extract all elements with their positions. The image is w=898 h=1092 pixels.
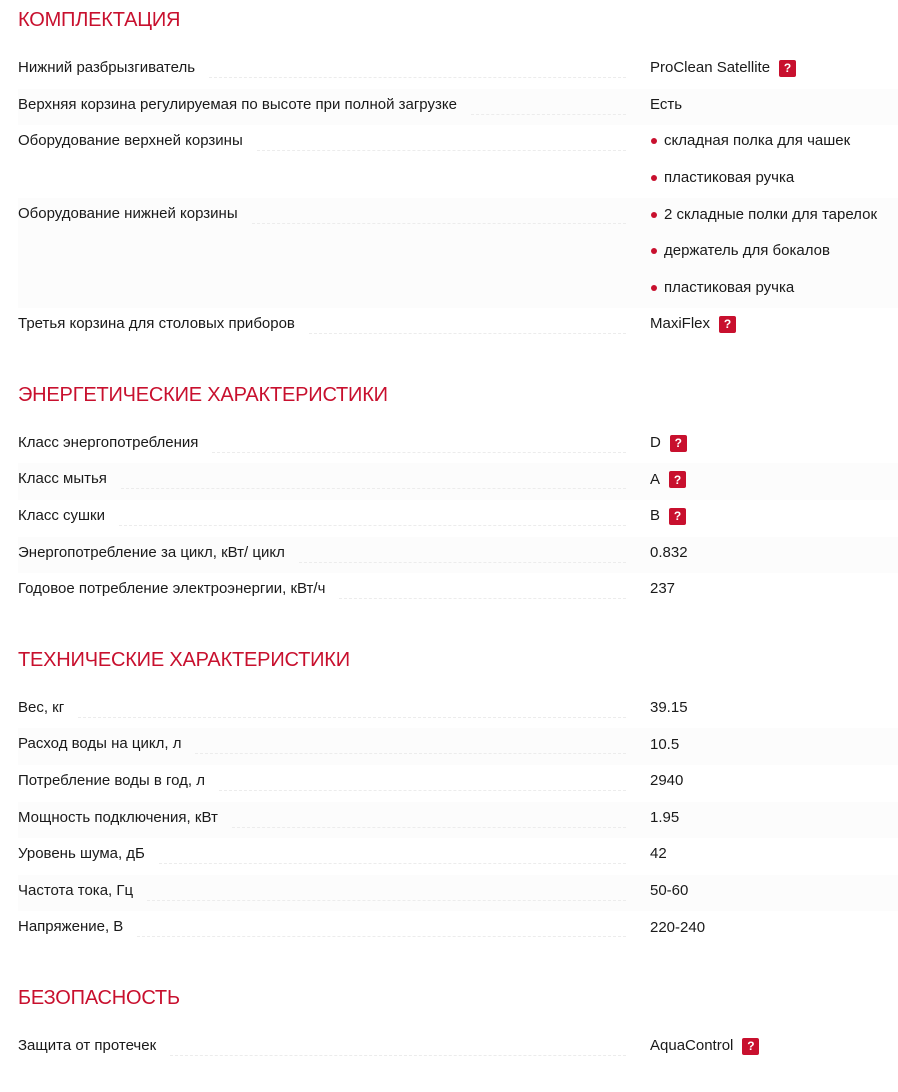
spec-row: [18, 765, 898, 802]
spec-value-text: MaxiFlex: [650, 315, 711, 333]
spec-row: [18, 692, 898, 729]
spec-label: Класс мытья: [18, 470, 107, 488]
dotted-leader: [299, 550, 626, 563]
dotted-leader: [121, 476, 626, 489]
spec-section: [18, 640, 898, 948]
spec-row: [18, 728, 898, 765]
spec-value-text: пластиковая ручка: [664, 278, 795, 296]
help-icon[interactable]: ?: [669, 471, 686, 488]
spec-row: [18, 125, 898, 198]
help-icon[interactable]: ?: [719, 316, 736, 333]
dotted-leader: [252, 211, 626, 224]
dotted-leader: [78, 705, 626, 718]
spec-value-text: ProClean Satellite: [650, 59, 771, 77]
spec-value-text: AquaControl: [650, 1037, 734, 1055]
spec-label-wrap: [18, 765, 638, 791]
spec-label-wrap: [18, 89, 638, 115]
spec-value: [650, 500, 898, 537]
dotted-leader: [219, 778, 626, 791]
dotted-leader: [119, 513, 626, 526]
spec-list-item: [650, 198, 898, 235]
spec-row: [18, 537, 898, 574]
spec-values: [638, 911, 898, 948]
spec-label-wrap: [18, 500, 638, 526]
spec-value-text: A: [650, 470, 661, 488]
section-spacer: [18, 345, 898, 375]
spec-label: Расход воды на цикл, л: [18, 735, 182, 753]
spec-value-text: 2940: [650, 772, 684, 790]
spec-value-text: 10.5: [650, 735, 680, 753]
spec-row: [18, 52, 898, 89]
spec-label: Верхняя корзина регулируемая по высоте при полной загрузке: [18, 95, 457, 113]
spec-row: [18, 802, 898, 839]
spec-value: [650, 1030, 898, 1067]
section-title: БЕЗОПАСНОСТЬ: [18, 986, 180, 1009]
spec-row: [18, 1030, 898, 1067]
help-icon[interactable]: ?: [670, 435, 687, 452]
section-title: ТЕХНИЧЕСКИЕ ХАРАКТЕРИСТИКИ: [18, 648, 350, 671]
spec-values: [638, 537, 898, 574]
spec-value-text: 2 складные полки для тарелок: [664, 205, 878, 223]
spec-label-wrap: [18, 692, 638, 718]
spec-value-text: держатель для бокалов: [664, 242, 830, 260]
spec-label-wrap: [18, 1030, 638, 1056]
dotted-leader: [147, 888, 626, 901]
spec-label-wrap: [18, 427, 638, 453]
spec-value: [650, 427, 898, 464]
spec-row: [18, 875, 898, 912]
spec-label-wrap: [18, 838, 638, 864]
spec-value: [650, 692, 898, 729]
spec-label: Третья корзина для столовых приборов: [18, 315, 295, 333]
spec-list-item: [650, 125, 898, 162]
spec-row: [18, 573, 898, 610]
spec-values: [638, 463, 898, 500]
help-icon[interactable]: ?: [779, 60, 796, 77]
spec-label: Защита от протечек: [18, 1036, 157, 1054]
spec-row: [18, 463, 898, 500]
spec-label: Уровень шума, дБ: [18, 845, 145, 863]
spec-label: Годовое потребление электроэнергии, кВт/ч: [18, 580, 326, 598]
spec-list-item: [650, 162, 898, 199]
spec-values: [638, 1030, 898, 1067]
spec-value-text: D: [650, 434, 661, 452]
spec-values: [638, 198, 898, 308]
spec-value-text: Есть: [650, 95, 683, 113]
spec-label-wrap: [18, 911, 638, 937]
spec-row: [18, 198, 898, 308]
spec-label: Оборудование нижней корзины: [18, 205, 238, 223]
spec-row: [18, 427, 898, 464]
bullet-icon: [651, 138, 657, 144]
spec-value: [650, 308, 898, 345]
spec-value: [650, 875, 898, 912]
spec-label: Вес, кг: [18, 698, 65, 716]
dotted-leader: [137, 924, 626, 937]
spec-value: [650, 52, 898, 89]
spec-label: Энергопотребление за цикл, кВт/ цикл: [18, 543, 285, 561]
help-icon[interactable]: ?: [742, 1038, 759, 1055]
spec-label-wrap: [18, 573, 638, 599]
dotted-leader: [309, 321, 626, 334]
spec-value: [650, 911, 898, 948]
spec-value-text: 1.95: [650, 808, 680, 826]
spec-value: [650, 838, 898, 875]
spec-section: [18, 978, 898, 1067]
spec-values: [638, 765, 898, 802]
spec-value-text: 50-60: [650, 881, 689, 899]
spec-values: [638, 125, 898, 198]
spec-list-item: [650, 235, 898, 272]
spec-values: [638, 728, 898, 765]
spec-section: [18, 0, 898, 345]
spec-values: [638, 427, 898, 464]
spec-label-wrap: [18, 198, 638, 224]
spec-value-text: 39.15: [650, 699, 688, 717]
section-title: ЭНЕРГЕТИЧЕСКИЕ ХАРАКТЕРИСТИКИ: [18, 383, 388, 406]
spec-value: [650, 573, 898, 610]
spec-value-text: пластиковая ручка: [664, 169, 795, 187]
spec-label-wrap: [18, 537, 638, 563]
spec-values: [638, 573, 898, 610]
spec-label-wrap: [18, 308, 638, 334]
spec-values: [638, 89, 898, 126]
spec-value: [650, 463, 898, 500]
dotted-leader: [257, 138, 626, 151]
spec-value: [650, 802, 898, 839]
bullet-icon: [651, 248, 657, 254]
dotted-leader: [339, 586, 626, 599]
dotted-leader: [209, 65, 626, 78]
spec-label: Оборудование верхней корзины: [18, 132, 243, 150]
spec-value-text: складная полка для чашек: [664, 132, 851, 150]
dotted-leader: [471, 102, 626, 115]
spec-row: [18, 308, 898, 345]
spec-label: Напряжение, В: [18, 918, 124, 936]
spec-value-text: 42: [650, 845, 667, 863]
spec-values: [638, 838, 898, 875]
spec-row: [18, 838, 898, 875]
spec-values: [638, 500, 898, 537]
spec-value-text: 0.832: [650, 543, 688, 561]
spec-values: [638, 875, 898, 912]
bullet-icon: [651, 175, 657, 181]
spec-row: [18, 89, 898, 126]
help-icon[interactable]: ?: [669, 508, 686, 525]
spec-value: [650, 765, 898, 802]
spec-value-text: 220-240: [650, 918, 706, 936]
spec-values: [638, 52, 898, 89]
spec-values: [638, 692, 898, 729]
spec-label-wrap: [18, 802, 638, 828]
spec-label-wrap: [18, 125, 638, 151]
spec-label: Класс энергопотребления: [18, 433, 199, 451]
spec-label-wrap: [18, 875, 638, 901]
spec-label: Частота тока, Гц: [18, 881, 134, 899]
spec-label-wrap: [18, 728, 638, 754]
spec-section: [18, 375, 898, 610]
section-spacer: [18, 610, 898, 640]
spec-value: [650, 728, 898, 765]
spec-label: Нижний разбрызгиватель: [18, 59, 196, 76]
spec-values: [638, 802, 898, 839]
dotted-leader: [159, 851, 626, 864]
section-title: КОМПЛЕКТАЦИЯ: [18, 9, 181, 31]
dotted-leader: [195, 741, 626, 754]
spec-row: [18, 911, 898, 948]
spec-values: [638, 308, 898, 345]
bullet-icon: [651, 212, 657, 218]
spec-value: [650, 537, 898, 574]
dotted-leader: [232, 815, 626, 828]
spec-value-text: B: [650, 507, 661, 525]
section-spacer: [18, 948, 898, 978]
spec-label: Мощность подключения, кВт: [18, 808, 218, 826]
dotted-leader: [170, 1043, 626, 1056]
spec-label-wrap: [18, 52, 638, 78]
spec-label: Класс сушки: [18, 506, 105, 524]
spec-value-text: 237: [650, 580, 676, 598]
dotted-leader: [212, 440, 626, 453]
spec-label-wrap: [18, 463, 638, 489]
spec-list-item: [650, 272, 898, 309]
bullet-icon: [651, 285, 657, 291]
spec-value: [650, 89, 898, 126]
spec-label: Потребление воды в год, л: [18, 771, 206, 789]
spec-row: [18, 500, 898, 537]
